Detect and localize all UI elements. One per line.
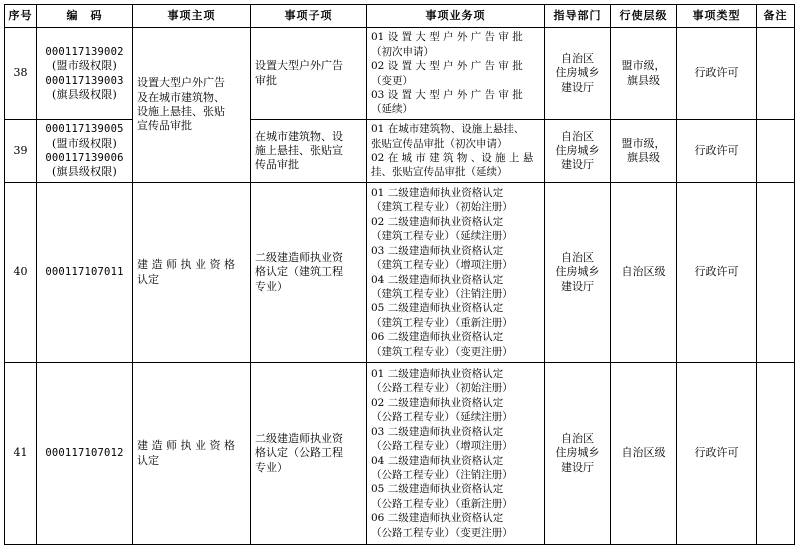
dept-line: 住房城乡 bbox=[555, 66, 600, 80]
dept-line: 住房城乡 bbox=[555, 446, 600, 460]
seq-cell: 40 bbox=[5, 183, 37, 363]
sub-item-line: 专业） bbox=[255, 460, 288, 474]
seq-cell: 39 bbox=[5, 120, 37, 183]
business-item-line: （建筑工程专业）（注销注册） bbox=[371, 287, 513, 300]
business-item-line: 03 二级建造师执业资格认定 bbox=[371, 244, 504, 257]
items-table bbox=[4, 4, 795, 545]
business-item-line: 03 设 置 大 型 户 外 广 告 审 批 bbox=[371, 88, 523, 101]
business-item-line: 01 设 置 大 型 户 外 广 告 审 批 bbox=[371, 31, 523, 44]
level-line: 旗县级 bbox=[627, 151, 660, 164]
main-item-cell bbox=[133, 183, 251, 363]
business-item-line: 挂、张贴宣传品审批（延续） bbox=[371, 166, 508, 179]
business-item-line: 02 二级建造师执业资格认定 bbox=[371, 396, 504, 409]
header-note: 备注 bbox=[757, 5, 795, 28]
header-row bbox=[5, 5, 795, 28]
code-scope: (旗县级权限) bbox=[52, 165, 117, 179]
business-item-cell bbox=[367, 363, 545, 545]
note-cell bbox=[757, 363, 795, 545]
sub-item-line: 二级建造师执业资 bbox=[255, 432, 343, 446]
dept-cell bbox=[545, 28, 611, 120]
business-item-line: 06 二级建造师执业资格认定 bbox=[371, 512, 504, 525]
main-item-cell bbox=[133, 28, 251, 183]
business-item-line: 02 二级建造师执业资格认定 bbox=[371, 215, 504, 228]
business-item-line: 02 在 城 市 建 筑 物 、设 施 上 悬 bbox=[371, 152, 534, 164]
sub-item-line: 专业） bbox=[255, 279, 288, 293]
sub-item-line: 设置大型户外广告 bbox=[255, 59, 343, 73]
sub-item-cell bbox=[251, 120, 367, 183]
header-main-item: 事项主项 bbox=[133, 5, 251, 28]
header-exercise-level: 行使层级 bbox=[611, 5, 677, 28]
seq-cell: 41 bbox=[5, 363, 37, 545]
code-cell bbox=[37, 28, 133, 120]
main-item-line: 建 造 师 执 业 资 格 bbox=[137, 439, 235, 453]
main-item-line: 及在城市建筑物、 bbox=[137, 90, 225, 104]
code-line: 000117139002 bbox=[45, 45, 124, 58]
business-item-line: （建筑工程专业）（重新注册） bbox=[371, 316, 513, 329]
code-scope: (旗县级权限) bbox=[52, 87, 117, 101]
business-item-cell bbox=[367, 120, 545, 183]
dept-cell bbox=[545, 120, 611, 183]
business-item-line: （建筑工程专业）（延续注册） bbox=[371, 230, 513, 243]
main-item-line: 建 造 师 执 业 资 格 bbox=[137, 258, 235, 272]
business-item-line: 06 二级建造师执业资格认定 bbox=[371, 331, 504, 344]
business-item-line: 04 二级建造师执业资格认定 bbox=[371, 273, 504, 286]
business-item-line: （公路工程专业）（注销注册） bbox=[371, 468, 513, 481]
business-item-line: （变更） bbox=[371, 74, 413, 87]
sub-item-line: 传品审批 bbox=[255, 158, 299, 172]
level-line: 盟市级， bbox=[621, 59, 666, 73]
level-cell bbox=[611, 120, 677, 183]
sub-item-cell bbox=[251, 363, 367, 545]
table-row bbox=[5, 120, 795, 183]
code-scope: (盟市级权限) bbox=[52, 136, 117, 150]
level-cell bbox=[611, 28, 677, 120]
sub-item-line: 施上悬挂、张贴宣 bbox=[255, 143, 343, 157]
business-item-cell bbox=[367, 183, 545, 363]
level-line: 盟市级， bbox=[621, 136, 666, 150]
sub-item-line: 二级建造师执业资 bbox=[255, 251, 343, 265]
type-cell: 行政许可 bbox=[677, 120, 757, 183]
business-item-line: （公路工程专业）（变更注册） bbox=[371, 526, 513, 539]
code-scope: (盟市级权限) bbox=[52, 59, 117, 73]
business-item-line: （建筑工程专业）（增项注册） bbox=[371, 259, 513, 272]
business-item-line: 01 二级建造师执业资格认定 bbox=[371, 368, 504, 381]
code-cell bbox=[37, 120, 133, 183]
business-item-line: 01 二级建造师执业资格认定 bbox=[371, 187, 504, 200]
level-line: 自治区级 bbox=[621, 265, 666, 279]
dept-line: 建设厅 bbox=[561, 279, 594, 293]
level-cell bbox=[611, 363, 677, 545]
business-item-line: （公路工程专业）（初始注册） bbox=[371, 382, 513, 395]
business-item-line: （公路工程专业）（增项注册） bbox=[371, 440, 513, 453]
header-business-item: 事项业务项 bbox=[367, 5, 545, 28]
business-item-line: 02 设 置 大 型 户 外 广 告 审 批 bbox=[371, 60, 523, 73]
business-item-line: （公路工程专业）（重新注册） bbox=[371, 497, 513, 510]
sub-item-line: 审批 bbox=[255, 73, 277, 87]
main-item-line: 认定 bbox=[137, 272, 159, 286]
dept-line: 自治区 bbox=[561, 432, 594, 446]
code-line: 000117107011 bbox=[45, 266, 124, 279]
level-line: 自治区级 bbox=[621, 446, 666, 460]
type-cell: 行政许可 bbox=[677, 183, 757, 363]
main-item-line: 设置大型户外广告 bbox=[137, 76, 225, 90]
header-sub-item: 事项子项 bbox=[251, 5, 367, 28]
dept-line: 住房城乡 bbox=[555, 265, 600, 279]
sub-item-line: 格认定（建筑工程 bbox=[255, 265, 343, 279]
business-item-line: 张贴宣传品审批（初次申请） bbox=[371, 137, 508, 150]
note-cell bbox=[757, 183, 795, 363]
main-item-line: 认定 bbox=[137, 453, 159, 467]
code-line: 000117139005 bbox=[45, 123, 124, 136]
header-item-type: 事项类型 bbox=[677, 5, 757, 28]
table-row bbox=[5, 183, 795, 363]
table-row bbox=[5, 28, 795, 120]
main-item-line: 宣传品审批 bbox=[137, 119, 192, 133]
business-item-line: （初次申请） bbox=[371, 45, 434, 58]
business-item-line: 03 二级建造师执业资格认定 bbox=[371, 425, 504, 438]
business-item-line: 01 在城市建筑物、设施上悬挂、 bbox=[371, 123, 525, 136]
dept-line: 自治区 bbox=[561, 129, 594, 143]
business-item-line: （延续） bbox=[371, 103, 413, 116]
code-line: 000117139006 bbox=[45, 152, 124, 164]
table-row bbox=[5, 363, 795, 545]
dept-line: 自治区 bbox=[561, 52, 594, 66]
seq-cell: 38 bbox=[5, 28, 37, 120]
sub-item-cell bbox=[251, 28, 367, 120]
business-item-line: （建筑工程专业）（初始注册） bbox=[371, 201, 513, 214]
header-code: 编 码 bbox=[37, 5, 133, 28]
dept-line: 建设厅 bbox=[561, 80, 594, 94]
dept-line: 住房城乡 bbox=[555, 143, 600, 157]
sub-item-cell bbox=[251, 183, 367, 363]
note-cell bbox=[757, 28, 795, 120]
main-item-cell bbox=[133, 363, 251, 545]
dept-line: 建设厅 bbox=[561, 460, 594, 474]
header-seq: 序号 bbox=[5, 5, 37, 28]
dept-line: 自治区 bbox=[561, 251, 594, 265]
level-cell bbox=[611, 183, 677, 363]
business-item-line: （建筑工程专业）（变更注册） bbox=[371, 345, 513, 358]
type-cell: 行政许可 bbox=[677, 363, 757, 545]
dept-cell bbox=[545, 363, 611, 545]
code-cell bbox=[37, 363, 133, 545]
type-cell: 行政许可 bbox=[677, 28, 757, 120]
sub-item-line: 在城市建筑物、设 bbox=[255, 129, 343, 143]
note-cell bbox=[757, 120, 795, 183]
header-guiding-dept: 指导部门 bbox=[545, 5, 611, 28]
code-cell bbox=[37, 183, 133, 363]
business-item-line: 04 二级建造师执业资格认定 bbox=[371, 454, 504, 467]
business-item-line: （公路工程专业）（延续注册） bbox=[371, 411, 513, 424]
document-page bbox=[4, 4, 795, 545]
main-item-line: 设施上悬挂、张贴 bbox=[137, 105, 225, 118]
business-item-cell bbox=[367, 28, 545, 120]
dept-cell bbox=[545, 183, 611, 363]
dept-line: 建设厅 bbox=[561, 158, 594, 172]
business-item-line: 05 二级建造师执业资格认定 bbox=[371, 483, 504, 496]
code-line: 000117107012 bbox=[45, 447, 124, 460]
level-line: 旗县级 bbox=[627, 73, 660, 87]
code-line: 000117139003 bbox=[45, 74, 124, 87]
business-item-line: 05 二级建造师执业资格认定 bbox=[371, 302, 504, 315]
sub-item-line: 格认定（公路工程 bbox=[255, 446, 343, 460]
